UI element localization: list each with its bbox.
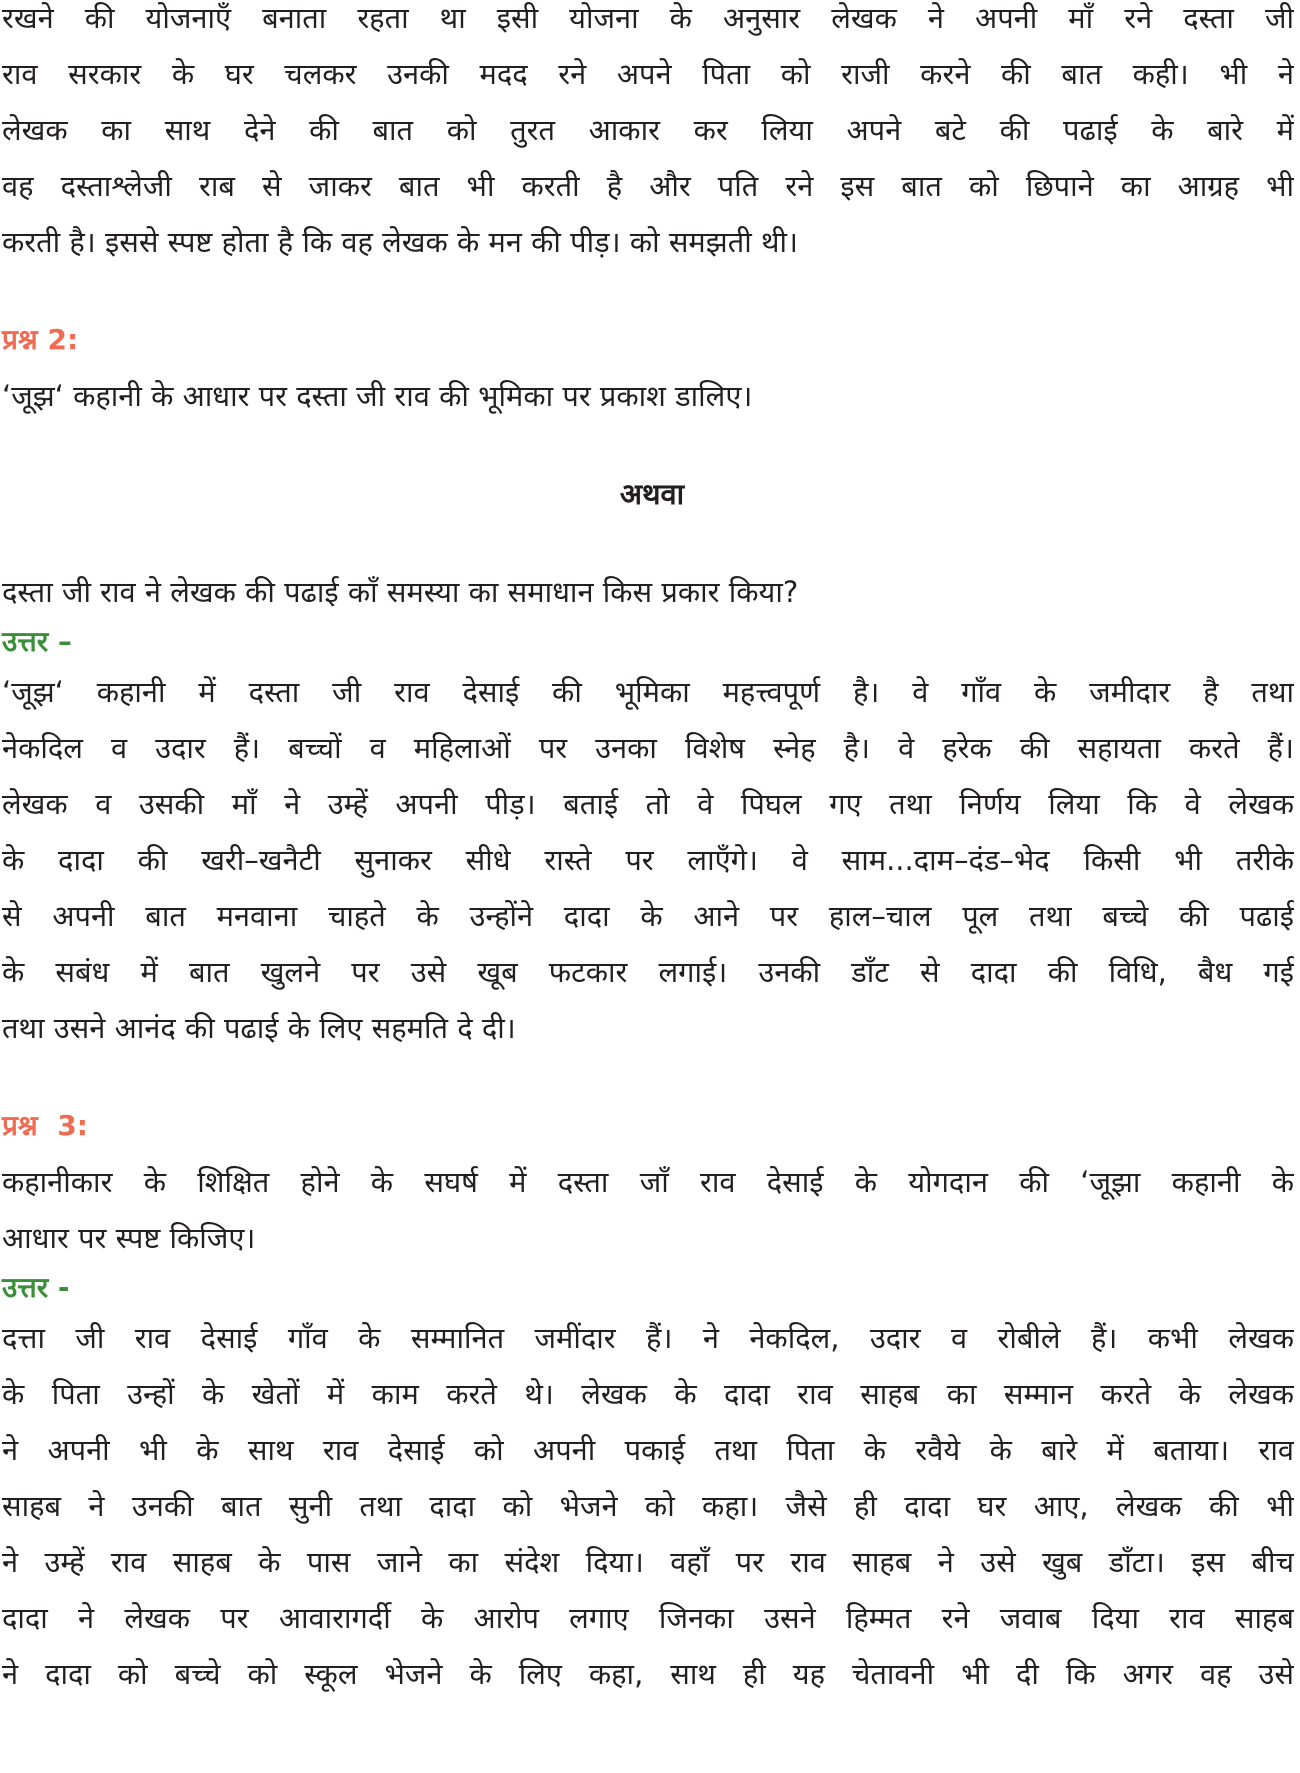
answer-3-heading: उत्तर -: [2, 1271, 70, 1304]
answer-line: के पिता उन्हों के खेतों में काम करते थे। लेखक के दादा राव साहब का सम्मान करते के लेखक: [2, 1377, 1294, 1411]
question-line: दस्ता जी राव ने लेखक की पढाई काँ समस्या का समाधान किस प्रकार किया?: [2, 575, 799, 609]
answer-line: नेकदिल व उदार हैं। बच्चों व महिलाओं पर उनका विशेष स्नेह है। वे हरेक की सहायता करते हैं।: [2, 731, 1294, 765]
question-2-text: [2, 368, 1294, 424]
spacer: [2, 424, 1300, 466]
question-3-heading: प्रश्न 3:: [2, 1109, 88, 1142]
answer-2-heading: उत्तर –: [2, 625, 72, 658]
question-3-text: [2, 1154, 1294, 1266]
answer-line: के दादा की खरी–खनैटी सुनाकर सीधे रास्ते पर लाएँगे। वे साम...दाम–दंड–भेद किसी भी तरीके: [2, 843, 1294, 877]
answer-line: दादा ने लेखक पर आवारागर्दी के आरोप लगाए जिनका उसने हिम्मत रने जवाब दिया राव साहब: [2, 1601, 1294, 1635]
or-label: अथवा: [619, 477, 685, 511]
answer-line: ने अपनी भी के साथ राव देसाई को अपनी पकाई तथा पिता के रवैये के बारे में बताया। राव: [2, 1433, 1294, 1467]
answer-line: दत्ता जी राव देसाई गाँव के सम्मानित जमींदार हैं। ने नेकदिल, उदार व रोबीले हैं। कभी लेखक: [2, 1321, 1294, 1355]
question-line: कहानीकार के शिक्षित होने के सघर्ष में दस्ता जाँ राव देसाई के योगदान की ‘जूझा कहानी के: [2, 1165, 1294, 1199]
intro-paragraph: [2, 0, 1294, 270]
answer-3-paragraph: [2, 1310, 1294, 1702]
answer-line: के सबंध में बात खुलने पर उसे खूब फटकार लगाई। उनकी डाँट से दादा की विधि, बैध गई: [2, 955, 1294, 989]
answer-line: ‘जूझ‘ कहानी में दस्ता जी राव देसाई की भूमिका महत्त्वपूर्ण है। वे गाँव के जमीदार है तथा: [2, 675, 1294, 709]
answer-2-paragraph: [2, 664, 1294, 1056]
intro-line: वह दस्ताश्लेजी राब से जाकर बात भी करती है और पति रने इस बात को छिपाने का आग्रह भी: [2, 169, 1294, 203]
question-2-alt-text: [2, 564, 1294, 620]
answer-line: लेखक व उसकी माँ ने उम्हें अपनी पीड़। बताई तो वे पिघल गए तथा निर्णय लिया कि वे लेखक: [2, 787, 1294, 821]
answer-line: तथा उसने आनंद की पढाई के लिए सहमति दे दी।: [2, 1011, 516, 1045]
answer-line: ने उम्हें राव साहब के पास जाने का संदेश दिया। वहाँ पर राव साहब ने उसे खुब डाँटा। इस बीच: [2, 1545, 1294, 1579]
intro-line: रखने की योजनाएँ बनाता रहता था इसी योजना के अनुसार लेखक ने अपनी माँ रने दस्ता जी: [2, 1, 1294, 35]
answer-line: साहब ने उनकी बात सुनी तथा दादा को भेजने को कहा। जैसे ही दादा घर आए, लेखक की भी: [2, 1489, 1294, 1523]
intro-line: करती है। इससे स्पष्ट होता है कि वह लेखक के मन की पीड़। को समझती थी।: [2, 225, 798, 259]
spacer: [2, 522, 1300, 564]
answer-line: ने दादा को बच्चे को स्कूल भेजने के लिए कहा, साथ ही यह चेतावनी भी दी कि अगर वह उसे: [2, 1657, 1294, 1691]
answer-line: से अपनी बात मनवाना चाहते के उन्होंने दादा के आने पर हाल–चाल पूल तथा बच्चे की पढाई: [2, 899, 1294, 933]
spacer: [2, 1056, 1300, 1098]
question-2-heading: प्रश्न 2:: [2, 323, 79, 356]
question-line: ‘जूझ‘ कहानी के आधार पर दस्ता जी राव की भूमिका पर प्रकाश डालिए।: [2, 379, 753, 413]
intro-line: लेखक का साथ देने की बात को तुरत आकार कर लिया अपने बटे की पढाई के बारे में: [2, 113, 1294, 147]
intro-line: राव सरकार के घर चलकर उनकी मदद रने अपने पिता को राजी करने की बात कही। भी ने: [2, 57, 1294, 91]
spacer: [2, 270, 1300, 312]
question-line: आधार पर स्पष्ट किजिए।: [2, 1221, 256, 1255]
